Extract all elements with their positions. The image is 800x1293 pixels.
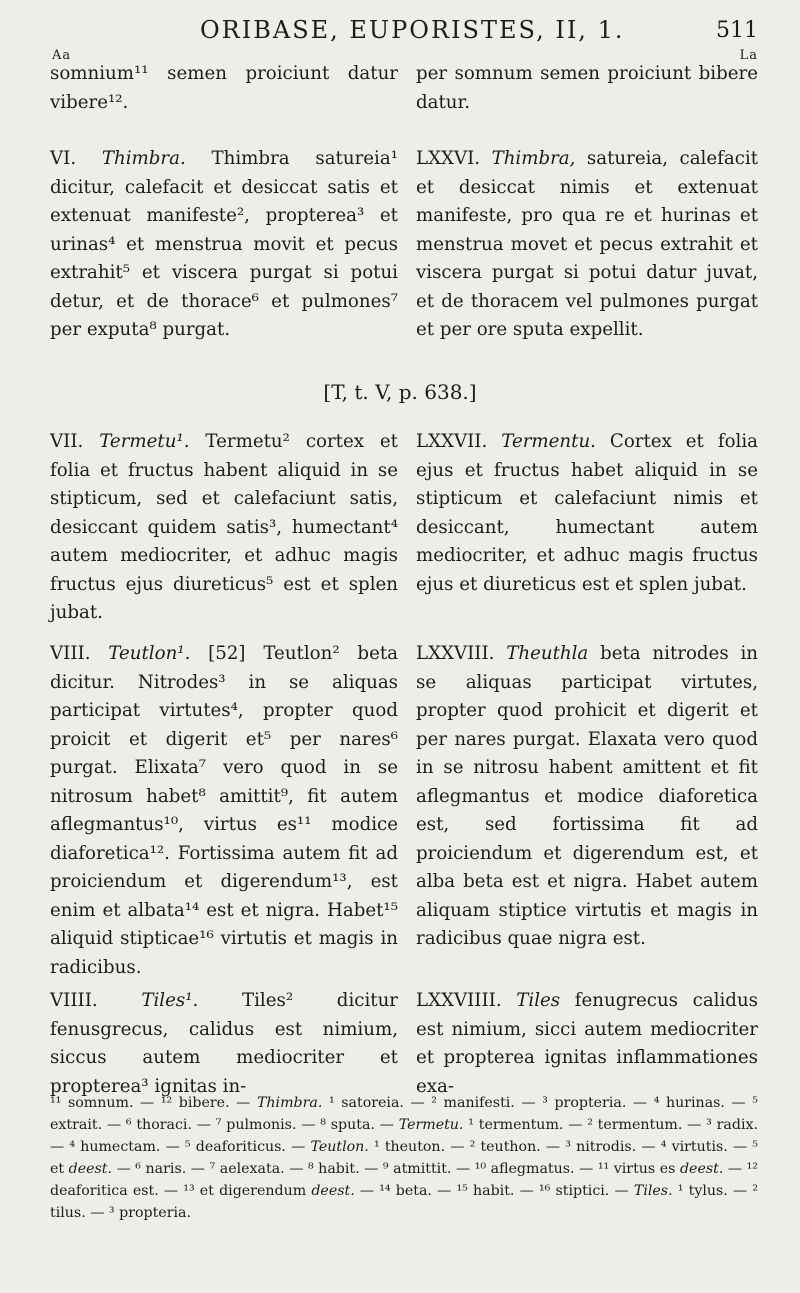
- chapter-number: VII.: [50, 431, 100, 452]
- footnote-lemma: deest.: [68, 1161, 113, 1177]
- left-chapter-vii: [50, 428, 398, 628]
- plant-name: Tiles¹.: [141, 990, 199, 1011]
- chapter-number: LXXVII.: [416, 431, 502, 452]
- left-paragraph: [50, 640, 398, 982]
- folio-reference: [T, t. V, p. 638.]: [323, 380, 477, 404]
- right-chapter-lxxvii: [416, 428, 758, 599]
- footnote-text: ¹ termentum. — ² termentum. — ³ radix. — ⁴ humectam. — ⁵ deaforiticus. —: [50, 1117, 758, 1155]
- paragraph-text: Tiles² dicitur fenusgrecus, calidus est nimium, siccus autem mediocriter et propterea³ ignitas in-: [50, 990, 398, 1097]
- left-chapter-vi: [50, 145, 398, 345]
- left-block-1: [50, 60, 398, 117]
- paragraph-text: beta nitrodes in se aliquas participat virtutes, propter quod prohicit et digerit et per nares purgat. Elaxata vero quod in se nitrosu habent amittent et fit aflegmantus et modice diaforetica est, sed fortissima fit ad proiciendum et digerendum est, et alba beta est et nigra. Habet autem aliquam stiptice virtutis et magis in radicibus quae nigra est.: [416, 643, 758, 949]
- footnote-lemma: Tiles.: [633, 1183, 673, 1199]
- right-chapter-lxxvi: [416, 145, 758, 345]
- left-paragraph: [50, 145, 398, 345]
- footnote-text: ¹ tylus. — ² tilus. — ³ propteria.: [50, 1183, 759, 1221]
- chapter-number: LXXVIII.: [416, 643, 507, 664]
- left-paragraph: [50, 428, 398, 628]
- footnotes: [50, 1092, 758, 1224]
- paragraph-text: [52] Teutlon² beta dicitur. Nitrodes³ in se aliquas participat virtutes⁴, propter quod proicit et digerit et⁵ per nares⁶ purgat. Elixata⁷ vero quod in se nitrosum habet⁸ amittit⁹, fit autem aflegmantus¹⁰, virtus es¹¹ modice diaforetica¹². Fortissima autem fit ad proiciendum et digerendum¹³, est enim et albata¹⁴ est et nigra. Habet¹⁵ aliquid stipticae¹⁶ virtutis et magis in radicibus.: [50, 643, 398, 978]
- plant-name: Termetu¹.: [99, 431, 190, 452]
- paragraph-text: Cortex et folia ejus et fructus habet aliquid in se stipticum et calefaciunt nimis et desiccant, humectant autem mediocriter, et adhuc magis fructus ejus et diureticus est et splen jubat.: [416, 431, 759, 595]
- footnote-lemma: deest.: [311, 1183, 355, 1199]
- footnote-lemma: deest.: [679, 1161, 724, 1177]
- right-paragraph: [416, 145, 758, 345]
- footnote-lemma: Termetu.: [398, 1117, 464, 1133]
- running-title: ORIBASE, EUPORISTES, II, 1.: [200, 16, 625, 44]
- footnote-text: — ¹² deaforitica est. — ¹³ et digerendum: [50, 1161, 758, 1199]
- chapter-number: LXXVI.: [416, 148, 492, 169]
- right-paragraph: [416, 987, 758, 1101]
- plant-name: Thimbra.: [101, 148, 186, 169]
- paragraph-text: satureia, calefacit et desiccat nimis et extenuat manifeste, pro qua re et hurinas et menstrua movet et pecus extrahit et viscera purgat si potui datur juvat, et de thoracem vel pulmones purgat et per ore sputa expellit.: [416, 148, 758, 340]
- footnote-lemma: Thimbra.: [256, 1095, 323, 1111]
- chapter-number: VI.: [50, 148, 102, 169]
- plant-name: Theuthla: [506, 643, 589, 664]
- right-chapter-lxxviii: [416, 640, 758, 954]
- left-chapter-viii: [50, 640, 398, 982]
- footnote-text: ¹ satoreia. — ² manifesti. — ³ propteria. — ⁴ hurinas. — ⁵ extrait. — ⁶ thoraci. — ⁷ pulmonis. — ⁸ sputa. —: [50, 1095, 758, 1133]
- paragraph-text: fenugrecus calidus est nimium, sicci autem mediocriter et propterea ignitas inflammationes exa-: [416, 990, 758, 1097]
- right-paragraph: [416, 428, 758, 599]
- right-block-1: [416, 60, 758, 117]
- right-paragraph: [416, 640, 758, 954]
- siglum-left: Aa: [52, 48, 72, 63]
- footnote-lemma: Teutlon.: [310, 1139, 369, 1155]
- right-chapter-lxxviiii: [416, 987, 758, 1101]
- paragraph-text: Thimbra satureia¹ dicitur, calefacit et desiccat satis et extenuat manifeste², propterea³ et urinas⁴ et menstrua movit et pecus extrahit⁵ et viscera purgat si potui detur, et de thorace⁶ et pulmones⁷ per exputa⁸ purgat.: [50, 148, 398, 340]
- footnote-text: — ⁶ naris. — ⁷ aelexata. — ⁸ habit. — ⁹ atmittit. — ¹⁰ aflegmatus. — ¹¹ virtus es: [112, 1161, 680, 1177]
- chapter-number: VIIII.: [50, 990, 142, 1011]
- siglum-right: La: [739, 48, 758, 63]
- footnote-text: — ¹⁴ beta. — ¹⁵ habit. — ¹⁶ stiptici. —: [354, 1183, 634, 1199]
- footnote-text: ¹ theuton. — ² teuthon. — ³ nitrodis. — ⁴ virtutis. — ⁵ et: [50, 1139, 758, 1177]
- left-chapter-viiii: [50, 987, 398, 1101]
- chapter-number: LXXVIIII.: [416, 990, 517, 1011]
- plant-name: Termentu.: [501, 431, 596, 452]
- chapter-number: VIII.: [50, 643, 109, 664]
- plant-name: Teutlon¹.: [108, 643, 191, 664]
- left-paragraph: [50, 987, 398, 1101]
- right-text: per somnum semen proiciunt bibere datur.: [416, 63, 758, 113]
- plant-name: Tiles: [516, 990, 561, 1011]
- paragraph-text: Termetu² cortex et folia et fructus habent aliquid in se stipticum, sed et calefaciunt satis, desiccant quidem satis³, humectant⁴ autem mediocriter, et adhuc magis fructus ejus diureticus⁵ est et splen jubat.: [50, 431, 398, 623]
- left-text: somnium¹¹ semen proiciunt datur vibere¹².: [50, 63, 398, 113]
- plant-name: Thimbra,: [491, 148, 576, 169]
- footnote-text: ¹¹ somnum. — ¹² bibere. —: [50, 1095, 257, 1111]
- page-header: [0, 16, 800, 48]
- page-number: 511: [716, 18, 758, 43]
